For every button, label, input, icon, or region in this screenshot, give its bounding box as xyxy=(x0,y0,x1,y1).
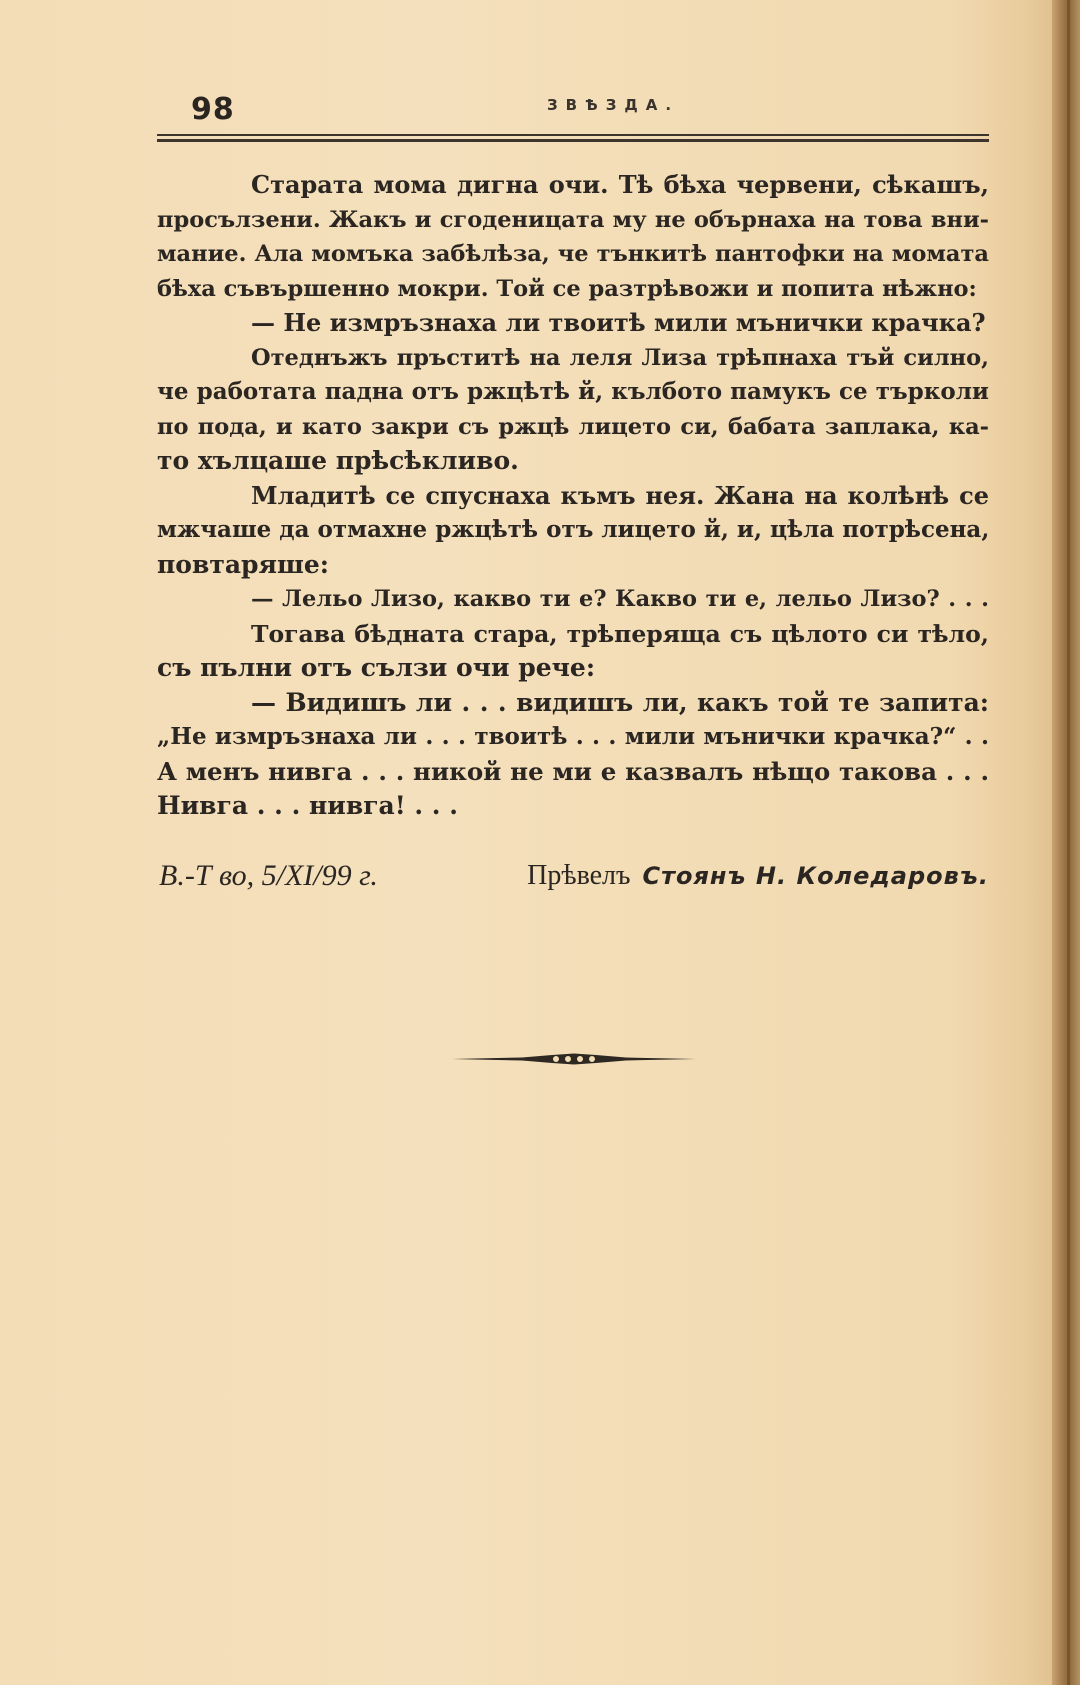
page-number: 98 xyxy=(191,92,235,127)
text-line: просълзени. Жакъ и сгоденицата му не обърнаха на това вни- xyxy=(157,206,989,233)
text-line: Тогава бѣдната стара, трѣперяща съ цѣлото си тѣло, xyxy=(251,619,989,648)
text-line: А менъ нивга . . . никой не ми е казвалъ нѣщо такова . . . xyxy=(157,756,989,786)
translator-name: Стоянъ Н. Коледаровъ. xyxy=(642,862,989,890)
signature-translator-line xyxy=(527,856,989,896)
text-line: Старата мома дигна очи. Тѣ бѣха червени, сѣкашъ, xyxy=(251,170,989,199)
header-rule-thin xyxy=(157,134,989,136)
text-line: Нивга . . . нивга! . . . xyxy=(157,791,458,820)
signature-block xyxy=(157,856,989,896)
text-line: мание. Ала момъка забѣлѣза, че тънкитѣ пантофки на момата xyxy=(157,241,989,267)
text-line: „Не измръзнаха ли . . . твоитѣ . . . мили мънички крачка?“ . . xyxy=(157,723,989,750)
text-line: мжчаше да отмахне ржцѣтѣ отъ лицето й, и, цѣла потрѣсена, xyxy=(157,516,990,543)
header-rule-thick xyxy=(157,139,989,142)
text-line: бѣха съвършенно мокри. Той се разтрѣвожи и попита нѣжно: xyxy=(157,275,977,302)
ornament-divider xyxy=(452,1050,696,1068)
text-line: — Видишъ ли . . . видишъ ли, какъ той те запита: xyxy=(251,687,989,717)
signature-place-date: В.-Т во, 5/XI/99 г. xyxy=(159,859,378,892)
body-text xyxy=(157,168,989,824)
text-line: съ пълни отъ сълзи очи рече: xyxy=(157,653,596,682)
page-binding-edge xyxy=(1052,0,1080,1685)
text-line: то хълцаше прѣсѣкливо. xyxy=(157,446,519,475)
text-line: повтаряше: xyxy=(157,549,329,579)
text-line: по пода, и като закри съ ржцѣ лицето си, бабата заплака, ка- xyxy=(157,413,989,440)
text-line: Отеднъжъ пръститѣ на леля Лиза трѣпнаха тъй силно, xyxy=(251,344,989,371)
text-line: — Лельо Лизо, какво ти е? Какво ти е, лельо Лизо? . . . xyxy=(251,586,989,612)
text-line: Младитѣ се спуснаха къмъ нея. Жана на колѣнѣ се xyxy=(251,480,989,510)
translated-by-label: Прѣвелъ xyxy=(527,860,631,891)
text-line: че работата падна отъ ржцѣтѣ й, кълбото памукъ се търколи xyxy=(157,378,989,405)
text-line: — Не измръзнаха ли твоитѣ мили мънички крачка? xyxy=(251,308,986,337)
page-edge-line xyxy=(1067,0,1070,1685)
running-head: ЗВѢЗДА. xyxy=(547,96,680,114)
